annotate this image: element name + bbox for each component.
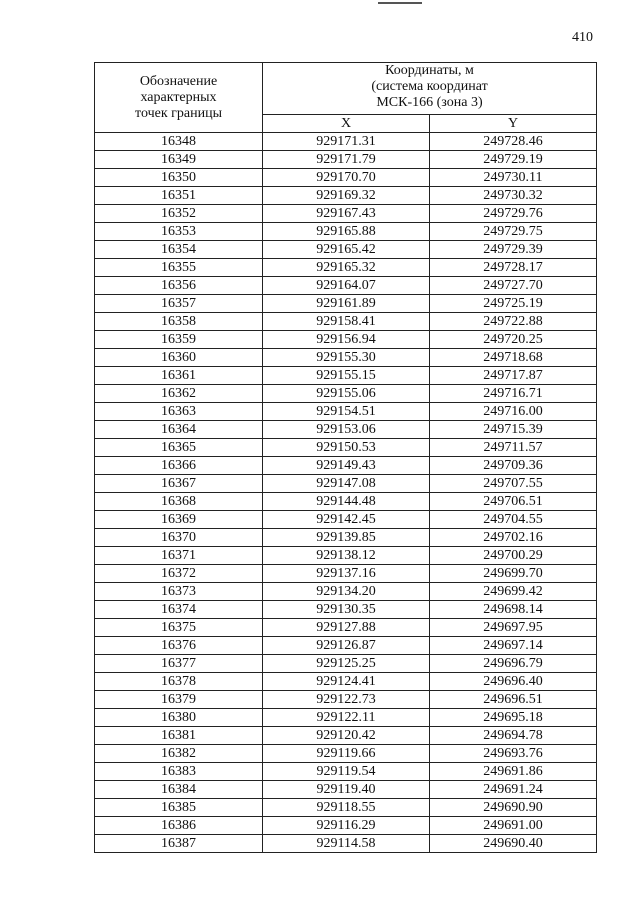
x-coordinate-cell: 929147.08 xyxy=(263,475,430,493)
point-id-cell: 16354 xyxy=(95,241,263,259)
point-id-cell: 16377 xyxy=(95,655,263,673)
y-coordinate-cell: 249716.00 xyxy=(430,403,597,421)
point-id-cell: 16360 xyxy=(95,349,263,367)
table-row xyxy=(95,205,597,223)
point-id-cell: 16361 xyxy=(95,367,263,385)
table-row xyxy=(95,403,597,421)
y-coordinate-cell: 249699.42 xyxy=(430,583,597,601)
y-coordinate-cell: 249695.18 xyxy=(430,709,597,727)
x-coordinate-cell: 929119.40 xyxy=(263,781,430,799)
y-coordinate-cell: 249706.51 xyxy=(430,493,597,511)
y-coordinate-cell: 249716.71 xyxy=(430,385,597,403)
x-coordinate-cell: 929164.07 xyxy=(263,277,430,295)
x-coordinate-cell: 929125.25 xyxy=(263,655,430,673)
table-row xyxy=(95,547,597,565)
table-body xyxy=(95,133,597,853)
table-row xyxy=(95,169,597,187)
x-coordinate-cell: 929154.51 xyxy=(263,403,430,421)
y-coordinate-cell: 249717.87 xyxy=(430,367,597,385)
designation-header xyxy=(95,63,263,133)
x-coordinate-cell: 929142.45 xyxy=(263,511,430,529)
point-id-cell: 16384 xyxy=(95,781,263,799)
x-coordinate-cell: 929161.89 xyxy=(263,295,430,313)
point-id-cell: 16383 xyxy=(95,763,263,781)
y-coordinate-cell: 249700.29 xyxy=(430,547,597,565)
table-row xyxy=(95,511,597,529)
x-coordinate-cell: 929169.32 xyxy=(263,187,430,205)
table-row xyxy=(95,133,597,151)
y-coordinate-cell: 249729.19 xyxy=(430,151,597,169)
point-id-cell: 16374 xyxy=(95,601,263,619)
point-id-cell: 16380 xyxy=(95,709,263,727)
x-coordinate-cell: 929139.85 xyxy=(263,529,430,547)
point-id-cell: 16358 xyxy=(95,313,263,331)
point-id-cell: 16379 xyxy=(95,691,263,709)
y-coordinate-cell: 249696.79 xyxy=(430,655,597,673)
table-row xyxy=(95,457,597,475)
x-coordinate-cell: 929116.29 xyxy=(263,817,430,835)
point-id-cell: 16356 xyxy=(95,277,263,295)
x-coordinate-cell: 929171.79 xyxy=(263,151,430,169)
table-row xyxy=(95,313,597,331)
x-coordinate-cell: 929130.35 xyxy=(263,601,430,619)
point-id-cell: 16367 xyxy=(95,475,263,493)
table-row xyxy=(95,385,597,403)
point-id-cell: 16371 xyxy=(95,547,263,565)
table-row xyxy=(95,565,597,583)
point-id-cell: 16385 xyxy=(95,799,263,817)
table-row xyxy=(95,529,597,547)
table-header xyxy=(95,63,597,133)
y-coordinate-cell: 249697.95 xyxy=(430,619,597,637)
table-row xyxy=(95,349,597,367)
point-id-cell: 16369 xyxy=(95,511,263,529)
coordinates-header-line: Координаты, м xyxy=(385,63,474,78)
point-id-cell: 16349 xyxy=(95,151,263,169)
table-row xyxy=(95,151,597,169)
table-row xyxy=(95,475,597,493)
table-row xyxy=(95,259,597,277)
point-id-cell: 16375 xyxy=(95,619,263,637)
table-row xyxy=(95,799,597,817)
table-row xyxy=(95,619,597,637)
y-coordinate-cell: 249730.32 xyxy=(430,187,597,205)
x-coordinate-cell: 929126.87 xyxy=(263,637,430,655)
y-coordinate-cell: 249711.57 xyxy=(430,439,597,457)
coordinates-header-line: (система координат xyxy=(371,79,488,94)
x-coordinate-cell: 929144.48 xyxy=(263,493,430,511)
table-row xyxy=(95,331,597,349)
y-coordinate-cell: 249690.40 xyxy=(430,835,597,853)
point-id-cell: 16373 xyxy=(95,583,263,601)
table-row xyxy=(95,241,597,259)
y-coordinate-cell: 249729.75 xyxy=(430,223,597,241)
point-id-cell: 16386 xyxy=(95,817,263,835)
point-id-cell: 16353 xyxy=(95,223,263,241)
y-coordinate-cell: 249720.25 xyxy=(430,331,597,349)
y-coordinate-cell: 249693.76 xyxy=(430,745,597,763)
point-id-cell: 16370 xyxy=(95,529,263,547)
x-coordinate-cell: 929138.12 xyxy=(263,547,430,565)
x-column-header: X xyxy=(263,115,430,133)
x-coordinate-cell: 929171.31 xyxy=(263,133,430,151)
point-id-cell: 16372 xyxy=(95,565,263,583)
point-id-cell: 16362 xyxy=(95,385,263,403)
table-row xyxy=(95,367,597,385)
table-row xyxy=(95,187,597,205)
y-coordinate-cell: 249728.17 xyxy=(430,259,597,277)
table-row xyxy=(95,439,597,457)
x-coordinate-cell: 929165.88 xyxy=(263,223,430,241)
coordinates-header xyxy=(263,63,597,115)
y-coordinate-cell: 249704.55 xyxy=(430,511,597,529)
x-coordinate-cell: 929119.54 xyxy=(263,763,430,781)
point-id-cell: 16351 xyxy=(95,187,263,205)
x-coordinate-cell: 929127.88 xyxy=(263,619,430,637)
page-number: 410 xyxy=(572,30,593,45)
y-coordinate-cell: 249696.51 xyxy=(430,691,597,709)
y-coordinate-cell: 249691.86 xyxy=(430,763,597,781)
point-id-cell: 16368 xyxy=(95,493,263,511)
point-id-cell: 16387 xyxy=(95,835,263,853)
point-id-cell: 16357 xyxy=(95,295,263,313)
table-row xyxy=(95,601,597,619)
point-id-cell: 16350 xyxy=(95,169,263,187)
y-coordinate-cell: 249715.39 xyxy=(430,421,597,439)
y-coordinate-cell: 249729.39 xyxy=(430,241,597,259)
table-row xyxy=(95,295,597,313)
y-coordinate-cell: 249707.55 xyxy=(430,475,597,493)
x-coordinate-cell: 929170.70 xyxy=(263,169,430,187)
point-id-cell: 16352 xyxy=(95,205,263,223)
table-row xyxy=(95,655,597,673)
y-coordinate-cell: 249694.78 xyxy=(430,727,597,745)
y-coordinate-cell: 249702.16 xyxy=(430,529,597,547)
x-coordinate-cell: 929155.06 xyxy=(263,385,430,403)
x-coordinate-cell: 929120.42 xyxy=(263,727,430,745)
point-id-cell: 16364 xyxy=(95,421,263,439)
x-coordinate-cell: 929153.06 xyxy=(263,421,430,439)
table-row xyxy=(95,637,597,655)
x-coordinate-cell: 929114.58 xyxy=(263,835,430,853)
x-coordinate-cell: 929134.20 xyxy=(263,583,430,601)
x-coordinate-cell: 929158.41 xyxy=(263,313,430,331)
x-coordinate-cell: 929155.30 xyxy=(263,349,430,367)
designation-header-line: точек границы xyxy=(135,105,222,121)
point-id-cell: 16382 xyxy=(95,745,263,763)
y-coordinate-cell: 249722.88 xyxy=(430,313,597,331)
designation-header-line: характерных xyxy=(140,89,217,105)
point-id-cell: 16366 xyxy=(95,457,263,475)
table-row xyxy=(95,691,597,709)
x-coordinate-cell: 929149.43 xyxy=(263,457,430,475)
x-coordinate-cell: 929119.66 xyxy=(263,745,430,763)
y-coordinate-cell: 249729.76 xyxy=(430,205,597,223)
designation-header-line: Обозначение xyxy=(139,73,218,89)
y-column-header: Y xyxy=(430,115,597,133)
y-coordinate-cell: 249697.14 xyxy=(430,637,597,655)
table-row xyxy=(95,763,597,781)
y-coordinate-cell: 249691.24 xyxy=(430,781,597,799)
x-coordinate-cell: 929167.43 xyxy=(263,205,430,223)
x-coordinate-cell: 929165.42 xyxy=(263,241,430,259)
table-row xyxy=(95,745,597,763)
y-coordinate-cell: 249691.00 xyxy=(430,817,597,835)
table-row xyxy=(95,817,597,835)
y-coordinate-cell: 249718.68 xyxy=(430,349,597,367)
x-coordinate-cell: 929165.32 xyxy=(263,259,430,277)
table-row xyxy=(95,493,597,511)
x-coordinate-cell: 929155.15 xyxy=(263,367,430,385)
point-id-cell: 16363 xyxy=(95,403,263,421)
x-coordinate-cell: 929118.55 xyxy=(263,799,430,817)
point-id-cell: 16378 xyxy=(95,673,263,691)
table-row xyxy=(95,223,597,241)
point-id-cell: 16348 xyxy=(95,133,263,151)
table-row xyxy=(95,835,597,853)
y-coordinate-cell: 249709.36 xyxy=(430,457,597,475)
table-row xyxy=(95,781,597,799)
top-edge-mark xyxy=(378,2,422,4)
y-coordinate-cell: 249730.11 xyxy=(430,169,597,187)
y-coordinate-cell: 249725.19 xyxy=(430,295,597,313)
table-row xyxy=(95,673,597,691)
point-id-cell: 16365 xyxy=(95,439,263,457)
y-coordinate-cell: 249696.40 xyxy=(430,673,597,691)
point-id-cell: 16381 xyxy=(95,727,263,745)
point-id-cell: 16359 xyxy=(95,331,263,349)
point-id-cell: 16355 xyxy=(95,259,263,277)
y-coordinate-cell: 249698.14 xyxy=(430,601,597,619)
table-row xyxy=(95,709,597,727)
x-coordinate-cell: 929156.94 xyxy=(263,331,430,349)
y-coordinate-cell: 249699.70 xyxy=(430,565,597,583)
table-row xyxy=(95,277,597,295)
table-row xyxy=(95,421,597,439)
point-id-cell: 16376 xyxy=(95,637,263,655)
table-row xyxy=(95,727,597,745)
y-coordinate-cell: 249728.46 xyxy=(430,133,597,151)
table-row xyxy=(95,583,597,601)
coordinates-header-line: МСК-166 (зона 3) xyxy=(376,95,483,110)
x-coordinate-cell: 929122.73 xyxy=(263,691,430,709)
x-coordinate-cell: 929124.41 xyxy=(263,673,430,691)
x-coordinate-cell: 929150.53 xyxy=(263,439,430,457)
coordinates-table xyxy=(94,62,597,853)
y-coordinate-cell: 249690.90 xyxy=(430,799,597,817)
y-coordinate-cell: 249727.70 xyxy=(430,277,597,295)
x-coordinate-cell: 929122.11 xyxy=(263,709,430,727)
x-coordinate-cell: 929137.16 xyxy=(263,565,430,583)
